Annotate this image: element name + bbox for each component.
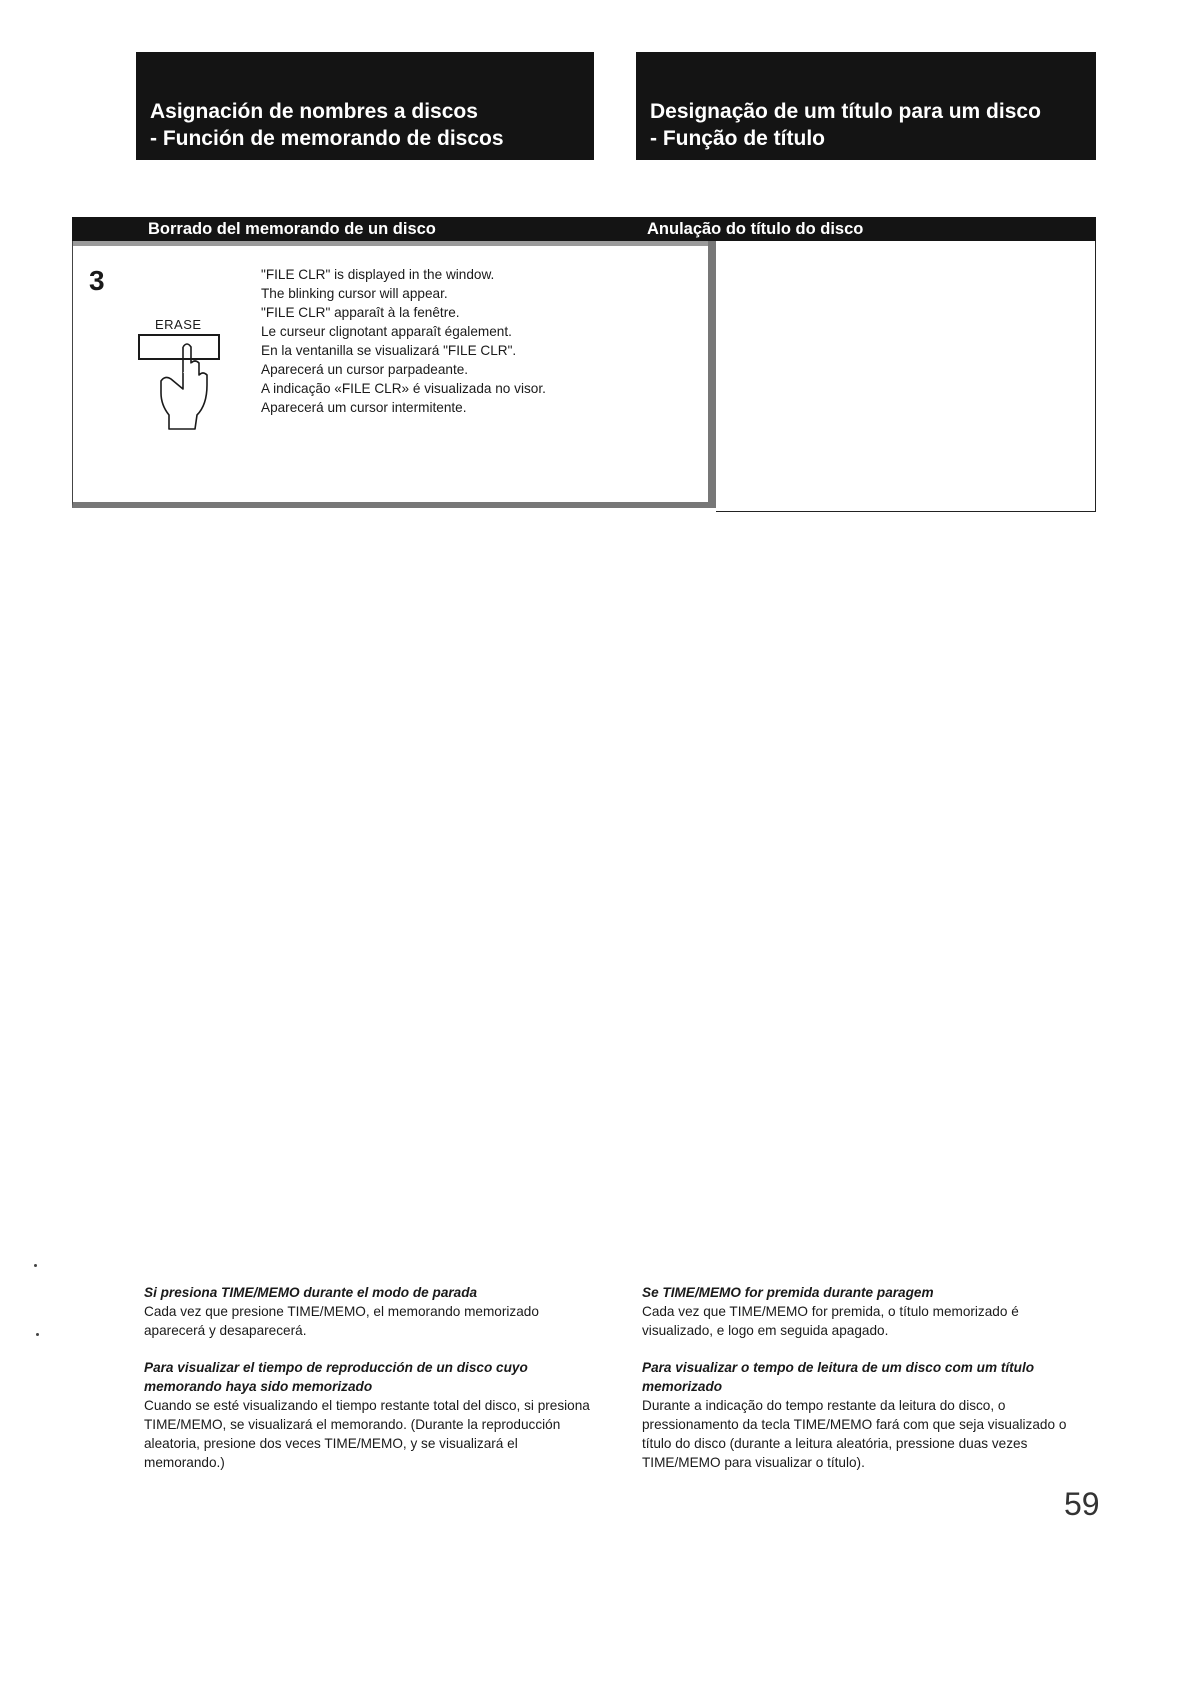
note-title: Para visualizar el tiempo de reproducción de un disco cuyo memorando haya sido memorizado	[144, 1360, 528, 1394]
section-bar	[72, 217, 1096, 241]
instruction-line: A indicação «FILE CLR» é visualizada no visor.	[261, 381, 546, 396]
page-number: 59	[1064, 1486, 1100, 1522]
step-instructions	[261, 265, 546, 417]
header-portuguese-line1: Designação de um título para um disco	[650, 100, 1041, 123]
note-body: Cuando se esté visualizando el tiempo restante total del disco, si presiona TIME/MEMO, se visualizará el memorando. (Durante la reproducción aleatoria, presione dos veces TIME/MEMO, y se visualizará el memorando.)	[144, 1398, 590, 1470]
header-spanish	[136, 52, 594, 160]
instruction-line: En la ventanilla se visualizará "FILE CLR".	[261, 343, 517, 358]
note-body: Cada vez que presione TIME/MEMO, el memorando memorizado aparecerá y desaparecerá.	[144, 1304, 539, 1338]
header-spanish-line1: Asignación de nombres a discos	[150, 100, 478, 123]
instruction-line: Le curseur clignotant apparaît également.	[261, 324, 512, 339]
step-number: 3	[89, 265, 105, 296]
header-portuguese-line2: - Função de título	[650, 127, 825, 150]
instruction-line: Aparecerá un cursor parpadeante.	[261, 362, 469, 377]
step-panel	[72, 241, 716, 508]
instruction-line: "FILE CLR" apparaît à la fenêtre.	[261, 305, 460, 320]
section-title-spanish: Borrado del memorando de un disco	[148, 220, 436, 238]
finger-press-icon	[137, 333, 227, 433]
note-spanish-playing-time	[144, 1358, 594, 1472]
note-portuguese-playing-time	[642, 1358, 1092, 1472]
instruction-line: The blinking cursor will appear.	[261, 286, 448, 301]
note-body: Durante a indicação do tempo restante da leitura do disco, o pressionamento da tecla TIME/MEMO fará com que seja visualizado o título do disco (durante a leitura aleatória, pressione duas vezes TIME/MEMO para visualizar o título).	[642, 1398, 1067, 1470]
erase-button-label: ERASE	[155, 317, 202, 332]
note-title: Si presiona TIME/MEMO durante el modo de parada	[144, 1285, 478, 1300]
note-title: Para visualizar o tempo de leitura de um disco com um título memorizado	[642, 1360, 1035, 1394]
portuguese-step-panel	[716, 241, 1096, 512]
note-body: Cada vez que TIME/MEMO for premida, o título memorizado é visualizado, e logo em seguida apagado.	[642, 1304, 1019, 1338]
note-title: Se TIME/MEMO for premida durante paragem	[642, 1285, 934, 1300]
note-portuguese-stop-mode	[642, 1283, 1092, 1340]
header-portuguese	[636, 52, 1096, 160]
note-spanish-stop-mode	[144, 1283, 594, 1340]
instruction-line: Aparecerá um cursor intermitente.	[261, 400, 467, 415]
scan-speck	[36, 1333, 39, 1336]
panel-shading	[73, 241, 708, 246]
header-spanish-line2: - Función de memorando de discos	[150, 127, 504, 150]
scan-speck	[34, 1264, 37, 1267]
instruction-line: "FILE CLR" is displayed in the window.	[261, 267, 495, 282]
section-title-portuguese: Anulação do título do disco	[647, 220, 864, 238]
